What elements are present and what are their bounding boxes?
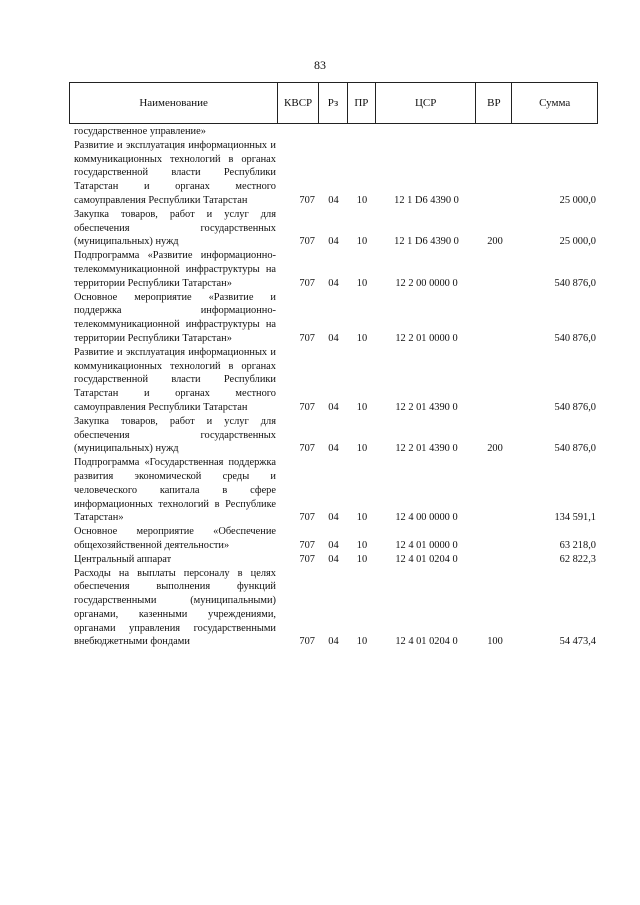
table-row: [69, 125, 598, 139]
row-vr: [477, 291, 513, 346]
row-rz: 04: [328, 194, 339, 206]
row-name: Подпрограмма «Государственная поддержка развития экономической среды и человеческого капитала в сфере информационных технологий в Республике Татарстан»: [74, 457, 276, 524]
header-kvsr: КВСР: [278, 83, 319, 123]
row-sum: 63 218,0: [559, 539, 596, 551]
row-rz: 04: [328, 443, 339, 455]
row-vr: [477, 553, 513, 567]
row-vr: [477, 456, 513, 525]
row-vr: [477, 346, 513, 415]
row-rz: 04: [328, 512, 339, 524]
row-sum: 54 473,4: [559, 636, 596, 648]
row-kvsr: 707: [299, 332, 315, 344]
row-sum: 134 591,1: [554, 512, 596, 524]
table-row: [69, 567, 598, 650]
table-row: [69, 139, 598, 208]
row-sum: 540 876,0: [554, 277, 596, 289]
row-name: Закупка товаров, работ и услуг для обеспечения государственных (муниципальных) нужд: [74, 208, 276, 248]
table-row: [69, 249, 598, 290]
table-row: [69, 208, 598, 249]
row-csr: [376, 125, 477, 139]
row-name: Развитие и эксплуатация информационных и коммуникационных технологий в органах государственной власти Республики Татарстан и органах местного самоуправления Республики Татарстан: [74, 139, 276, 206]
row-pr: 10: [356, 401, 368, 413]
row-kvsr: 707: [299, 401, 315, 413]
table-row: [69, 291, 598, 346]
row-csr: 12 4 00 0000 0: [395, 512, 458, 524]
row-csr: 12 1 D6 4390 0: [394, 194, 459, 206]
row-kvsr: 707: [299, 512, 315, 524]
row-pr: 10: [356, 512, 368, 524]
row-sum: 540 876,0: [554, 332, 596, 344]
header-rz: Рз: [319, 83, 348, 123]
row-vr: 200: [487, 443, 503, 455]
row-csr: 12 2 01 4390 0: [395, 443, 458, 455]
row-name: Основное мероприятие «Развитие и поддержка информационно-телекоммуникационной инфраструктуры на территории Республики Татарстан»: [74, 291, 276, 344]
row-pr: 10: [356, 443, 368, 455]
table-body: [69, 125, 598, 649]
row-kvsr: 707: [299, 553, 315, 565]
row-pr: 10: [356, 332, 368, 344]
row-kvsr: 707: [299, 194, 315, 206]
table-row: [69, 553, 598, 567]
row-pr: 10: [356, 636, 368, 648]
header-pr: ПР: [348, 83, 376, 123]
table-row: [69, 415, 598, 456]
row-rz: 04: [328, 277, 339, 289]
row-name: государственное управление»: [74, 126, 206, 137]
header-vr: ВР: [476, 83, 512, 123]
table-row: [69, 346, 598, 415]
row-vr: 100: [487, 636, 503, 648]
row-kvsr: 707: [299, 636, 315, 648]
row-csr: 12 4 01 0000 0: [395, 539, 458, 551]
row-csr: 12 2 01 0000 0: [395, 332, 458, 344]
row-name: Расходы на выплаты персоналу в целях обеспечения выполнения функций государственными (муниципальными) органами, казенными учреждениями, органами управления государственными внебюджетными фондами: [74, 567, 276, 648]
row-name: Центральный аппарат: [74, 553, 172, 565]
row-pr: 10: [356, 194, 368, 206]
row-csr: 12 1 D6 4390 0: [394, 236, 459, 248]
row-pr: 10: [356, 236, 368, 248]
header-sum: Сумма: [539, 97, 571, 109]
row-sum: 62 822,3: [559, 553, 596, 565]
table-row: [69, 525, 598, 553]
row-csr: 12 4 01 0204 0: [395, 553, 458, 565]
row-rz: 04: [328, 553, 339, 565]
row-csr: 12 2 00 0000 0: [395, 277, 458, 289]
row-vr: [477, 139, 513, 208]
row-kvsr: 707: [299, 236, 315, 248]
row-name: Подпрограмма «Развитие информационно-телекоммуникационной инфраструктуры на территории Республики Татарстан»: [74, 250, 276, 289]
row-csr: 12 2 01 4390 0: [395, 401, 458, 413]
table-header: [69, 82, 598, 124]
row-rz: 04: [328, 636, 339, 648]
row-kvsr: 707: [299, 443, 315, 455]
row-vr: 200: [487, 236, 503, 248]
row-kvsr: [278, 125, 319, 139]
row-csr: 12 4 01 0204 0: [395, 636, 458, 648]
row-name: Закупка товаров, работ и услуг для обеспечения государственных (муниципальных) нужд: [74, 415, 276, 455]
header-name: Наименование: [70, 83, 278, 123]
row-kvsr: 707: [299, 539, 315, 551]
row-sum: 25 000,0: [559, 194, 596, 206]
row-vr: [477, 125, 513, 139]
row-pr: 10: [356, 539, 368, 551]
row-sum: 25 000,0: [559, 236, 596, 248]
row-rz: 04: [328, 539, 339, 551]
row-rz: 04: [328, 236, 339, 248]
header-csr: ЦСР: [376, 83, 477, 123]
row-sum: [513, 125, 598, 139]
row-sum: 540 876,0: [554, 401, 596, 413]
row-kvsr: 707: [299, 277, 315, 289]
row-name: Основное мероприятие «Обеспечение общехозяйственной деятельности»: [74, 526, 276, 551]
row-vr: [477, 249, 513, 290]
page-number: 83: [314, 58, 326, 72]
row-sum: 540 876,0: [554, 443, 596, 455]
row-pr: [348, 125, 376, 139]
table-row: [69, 456, 598, 525]
row-pr: 10: [356, 277, 368, 289]
row-vr: [477, 525, 513, 553]
row-name: Развитие и эксплуатация информационных и коммуникационных технологий в органах государственной власти Республики Татарстан и органах местного самоуправления Республики Татарстан: [74, 346, 276, 413]
row-pr: 10: [356, 553, 368, 565]
row-rz: [319, 125, 348, 139]
row-rz: 04: [328, 401, 339, 413]
row-rz: 04: [328, 332, 339, 344]
